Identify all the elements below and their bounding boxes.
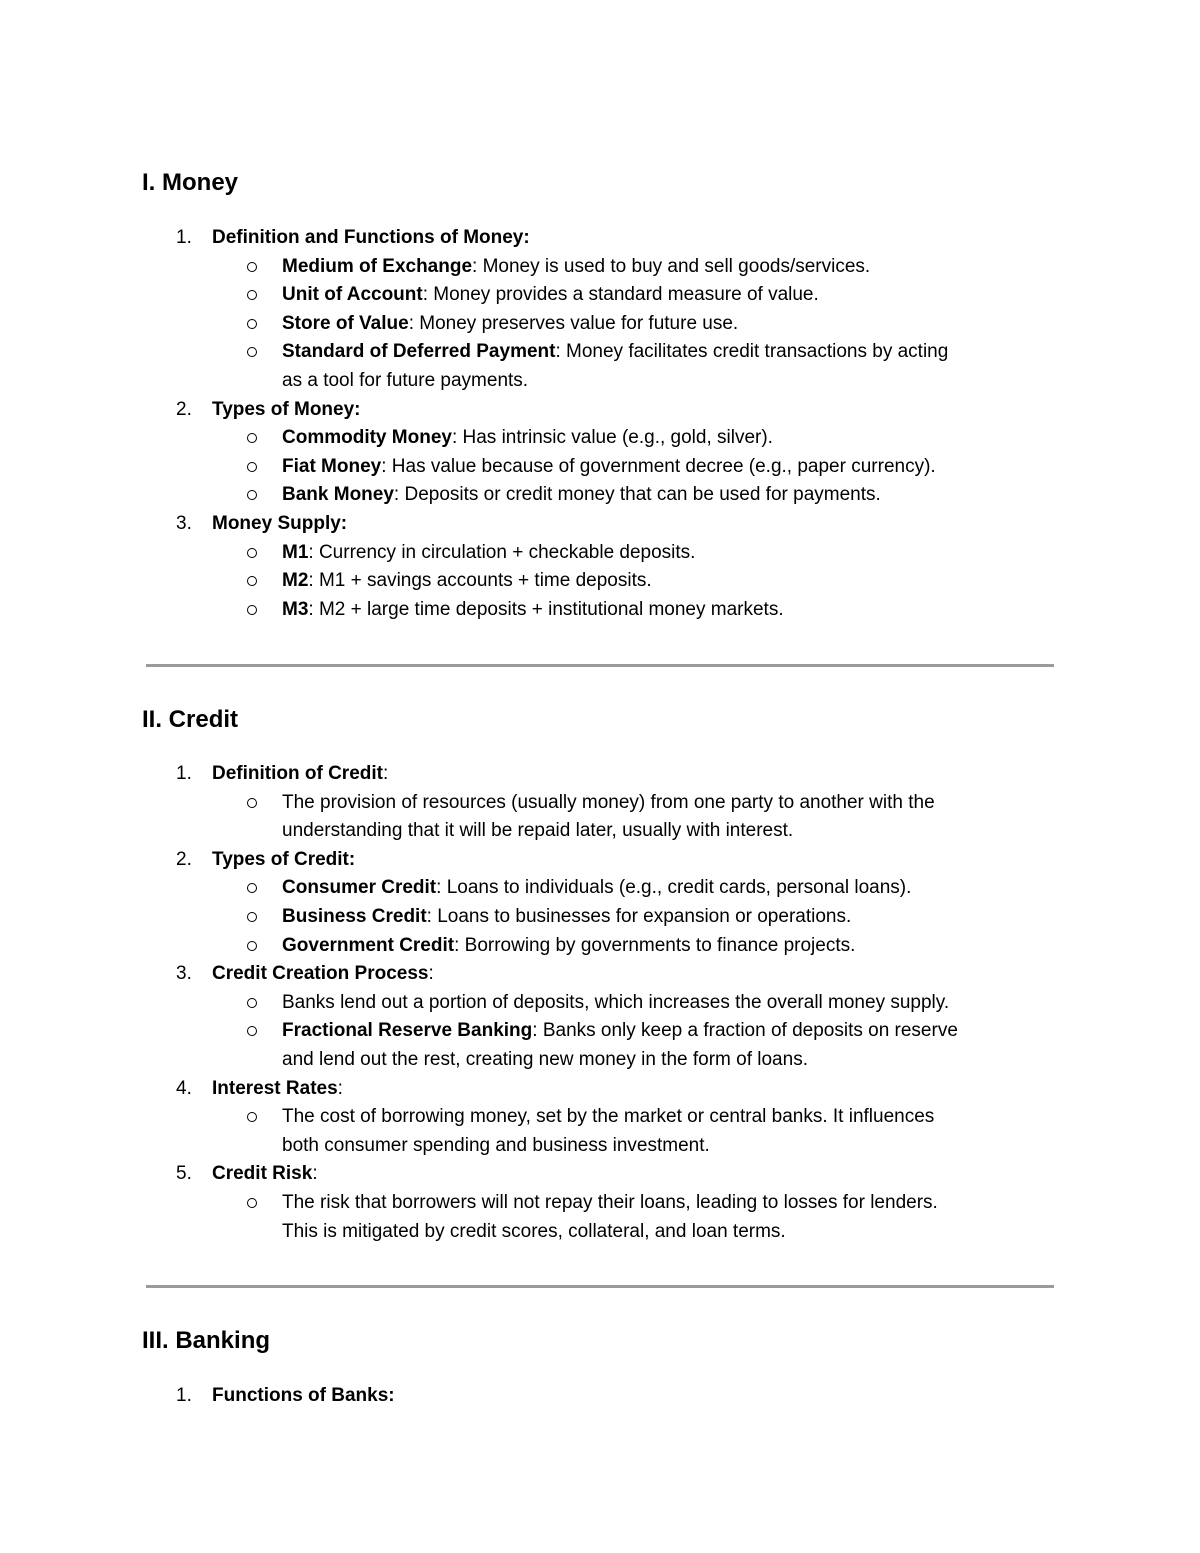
bullet-text: : M2 + large time deposits + institutional money markets. [308,598,784,620]
circle-bullet-icon [247,262,257,272]
circle-bullet-icon [247,576,257,586]
bullet-text: : Loans to individuals (e.g., credit cards, personal loans). [436,877,912,899]
circle-bullet-icon [247,798,257,808]
list-number: 4. [176,1077,192,1099]
list-heading-suffix: : [428,963,434,985]
bullet-item [0,874,1200,903]
bullet-text: Banks lend out a portion of deposits, which increases the overall money supply. [282,991,950,1013]
list-item-heading-row [0,510,1200,539]
bullet-continuation: both consumer spending and business investment. [282,1134,710,1156]
bullet-item [0,1189,1200,1218]
bullet-item [0,481,1200,510]
list-number: 3. [176,963,192,985]
bullet-text: : Money is used to buy and sell goods/services. [472,255,871,277]
list-number: 1. [176,227,192,248]
bullet-term: Government Credit [282,934,455,956]
list-heading: Credit Creation Process [212,963,429,985]
section-title-credit: II. Credit [142,706,239,733]
bullet-continuation: This is mitigated by credit scores, collateral, and loan terms. [282,1220,786,1242]
bullet-term: Unit of Account [282,284,423,306]
bullet-term: M2 [282,570,309,592]
circle-bullet-icon [247,1198,257,1208]
list-item [0,1382,1200,1411]
list-heading: Types of Money: [212,398,361,420]
list-heading-suffix: : [337,1077,343,1099]
list-item-heading-row [0,1382,1200,1411]
list-heading: Definition and Functions of Money: [212,227,530,248]
bullet-term: Medium of Exchange [282,255,473,277]
circle-bullet-icon [247,462,257,472]
bullet-text: The cost of borrowing money, set by the market or central banks. It influences [282,1106,935,1128]
bullet-continuation: understanding that it will be repaid later, usually with interest. [282,820,794,842]
list-heading: Money Supply: [212,512,348,534]
circle-bullet-icon [247,883,257,893]
circle-bullet-icon [247,998,257,1008]
bullet-text: : Money provides a standard measure of value. [422,284,819,306]
list-item [0,224,1200,624]
bullet-item [0,253,1200,282]
bullet-text: : Borrowing by governments to finance projects. [454,934,856,956]
horizontal-divider [146,1285,1054,1288]
bullet-item [0,989,1200,1018]
bullet-term: Fiat Money [282,455,382,477]
bullet-text: : M1 + savings accounts + time deposits. [308,570,652,592]
bullet-term: M1 [282,541,309,563]
bullet-continuation: as a tool for future payments. [282,369,529,391]
list-item-heading-row [0,760,1200,789]
bullet-text: : Banks only keep a fraction of deposits on reserve [532,1020,958,1042]
horizontal-divider [146,664,1054,667]
bullet-term: Fractional Reserve Banking [282,1020,533,1042]
list-item-heading-row [0,960,1200,989]
bullet-text: : Loans to businesses for expansion or operations. [426,905,852,927]
bullet-term: Consumer Credit [282,877,437,899]
list-item-heading-row [0,396,1200,425]
circle-bullet-icon [247,347,257,357]
bullet-text: : Currency in circulation + checkable deposits. [308,541,696,563]
list-number: 2. [176,848,192,870]
bullet-text: The provision of resources (usually money) from one party to another with the [282,791,935,813]
bullet-item [0,903,1200,932]
bullet-item [0,1103,1200,1132]
list-number: 3. [176,512,192,534]
bullet-term: Bank Money [282,484,394,506]
circle-bullet-icon [247,941,257,951]
circle-bullet-icon [247,1112,257,1122]
bullet-item [0,338,1200,367]
list-item-heading-row [0,224,1200,253]
list-heading-suffix: : [382,763,389,784]
bullet-term: Store of Value [282,312,409,334]
circle-bullet-icon [247,290,257,300]
bullet-item [0,424,1200,453]
bullet-text: : Deposits or credit money that can be used for payments. [393,484,881,506]
bullet-item [0,932,1200,961]
section-title-money: I. Money [142,169,239,196]
list-heading: Functions of Banks: [212,1385,395,1406]
list-number: 1. [176,1385,192,1406]
circle-bullet-icon [247,548,257,558]
bullet-item [0,539,1200,568]
bullet-item [0,1017,1200,1046]
bullet-term: Business Credit [282,905,427,927]
bullet-text: : Money facilitates credit transactions by acting [555,341,949,363]
bullet-text: : Money preserves value for future use. [408,312,739,334]
bullet-text: : Has value because of government decree (e.g., paper currency). [381,455,936,477]
bullet-term: M3 [282,598,309,620]
bullet-item [0,596,1200,625]
bullet-text: : Has intrinsic value (e.g., gold, silver). [451,427,773,449]
list-heading-suffix: : [312,1163,318,1185]
list-heading: Types of Credit: [212,848,356,870]
bullet-text: The risk that borrowers will not repay their loans, leading to losses for lenders. [282,1191,938,1213]
list-item-heading-row [0,846,1200,875]
list-heading: Definition of Credit [212,763,383,784]
circle-bullet-icon [247,605,257,615]
circle-bullet-icon [247,433,257,443]
bullet-item [0,281,1200,310]
bullet-item [0,453,1200,482]
list-item [0,760,1200,1246]
section-title-banking: III. Banking [142,1327,271,1354]
list-item-heading-row [0,1075,1200,1104]
bullet-item [0,789,1200,818]
bullet-term: Commodity Money [282,427,452,449]
list-number: 2. [176,398,192,420]
bullet-continuation: and lend out the rest, creating new money in the form of loans. [282,1048,808,1070]
list-number: 5. [176,1163,192,1185]
circle-bullet-icon [247,319,257,329]
bullet-item [0,567,1200,596]
list-item-heading-row [0,1160,1200,1189]
list-heading: Interest Rates [212,1077,338,1099]
list-number: 1. [176,763,192,784]
list-heading: Credit Risk [212,1163,313,1185]
circle-bullet-icon [247,490,257,500]
circle-bullet-icon [247,912,257,922]
circle-bullet-icon [247,1026,257,1036]
bullet-item [0,310,1200,339]
bullet-term: Standard of Deferred Payment [282,341,556,363]
